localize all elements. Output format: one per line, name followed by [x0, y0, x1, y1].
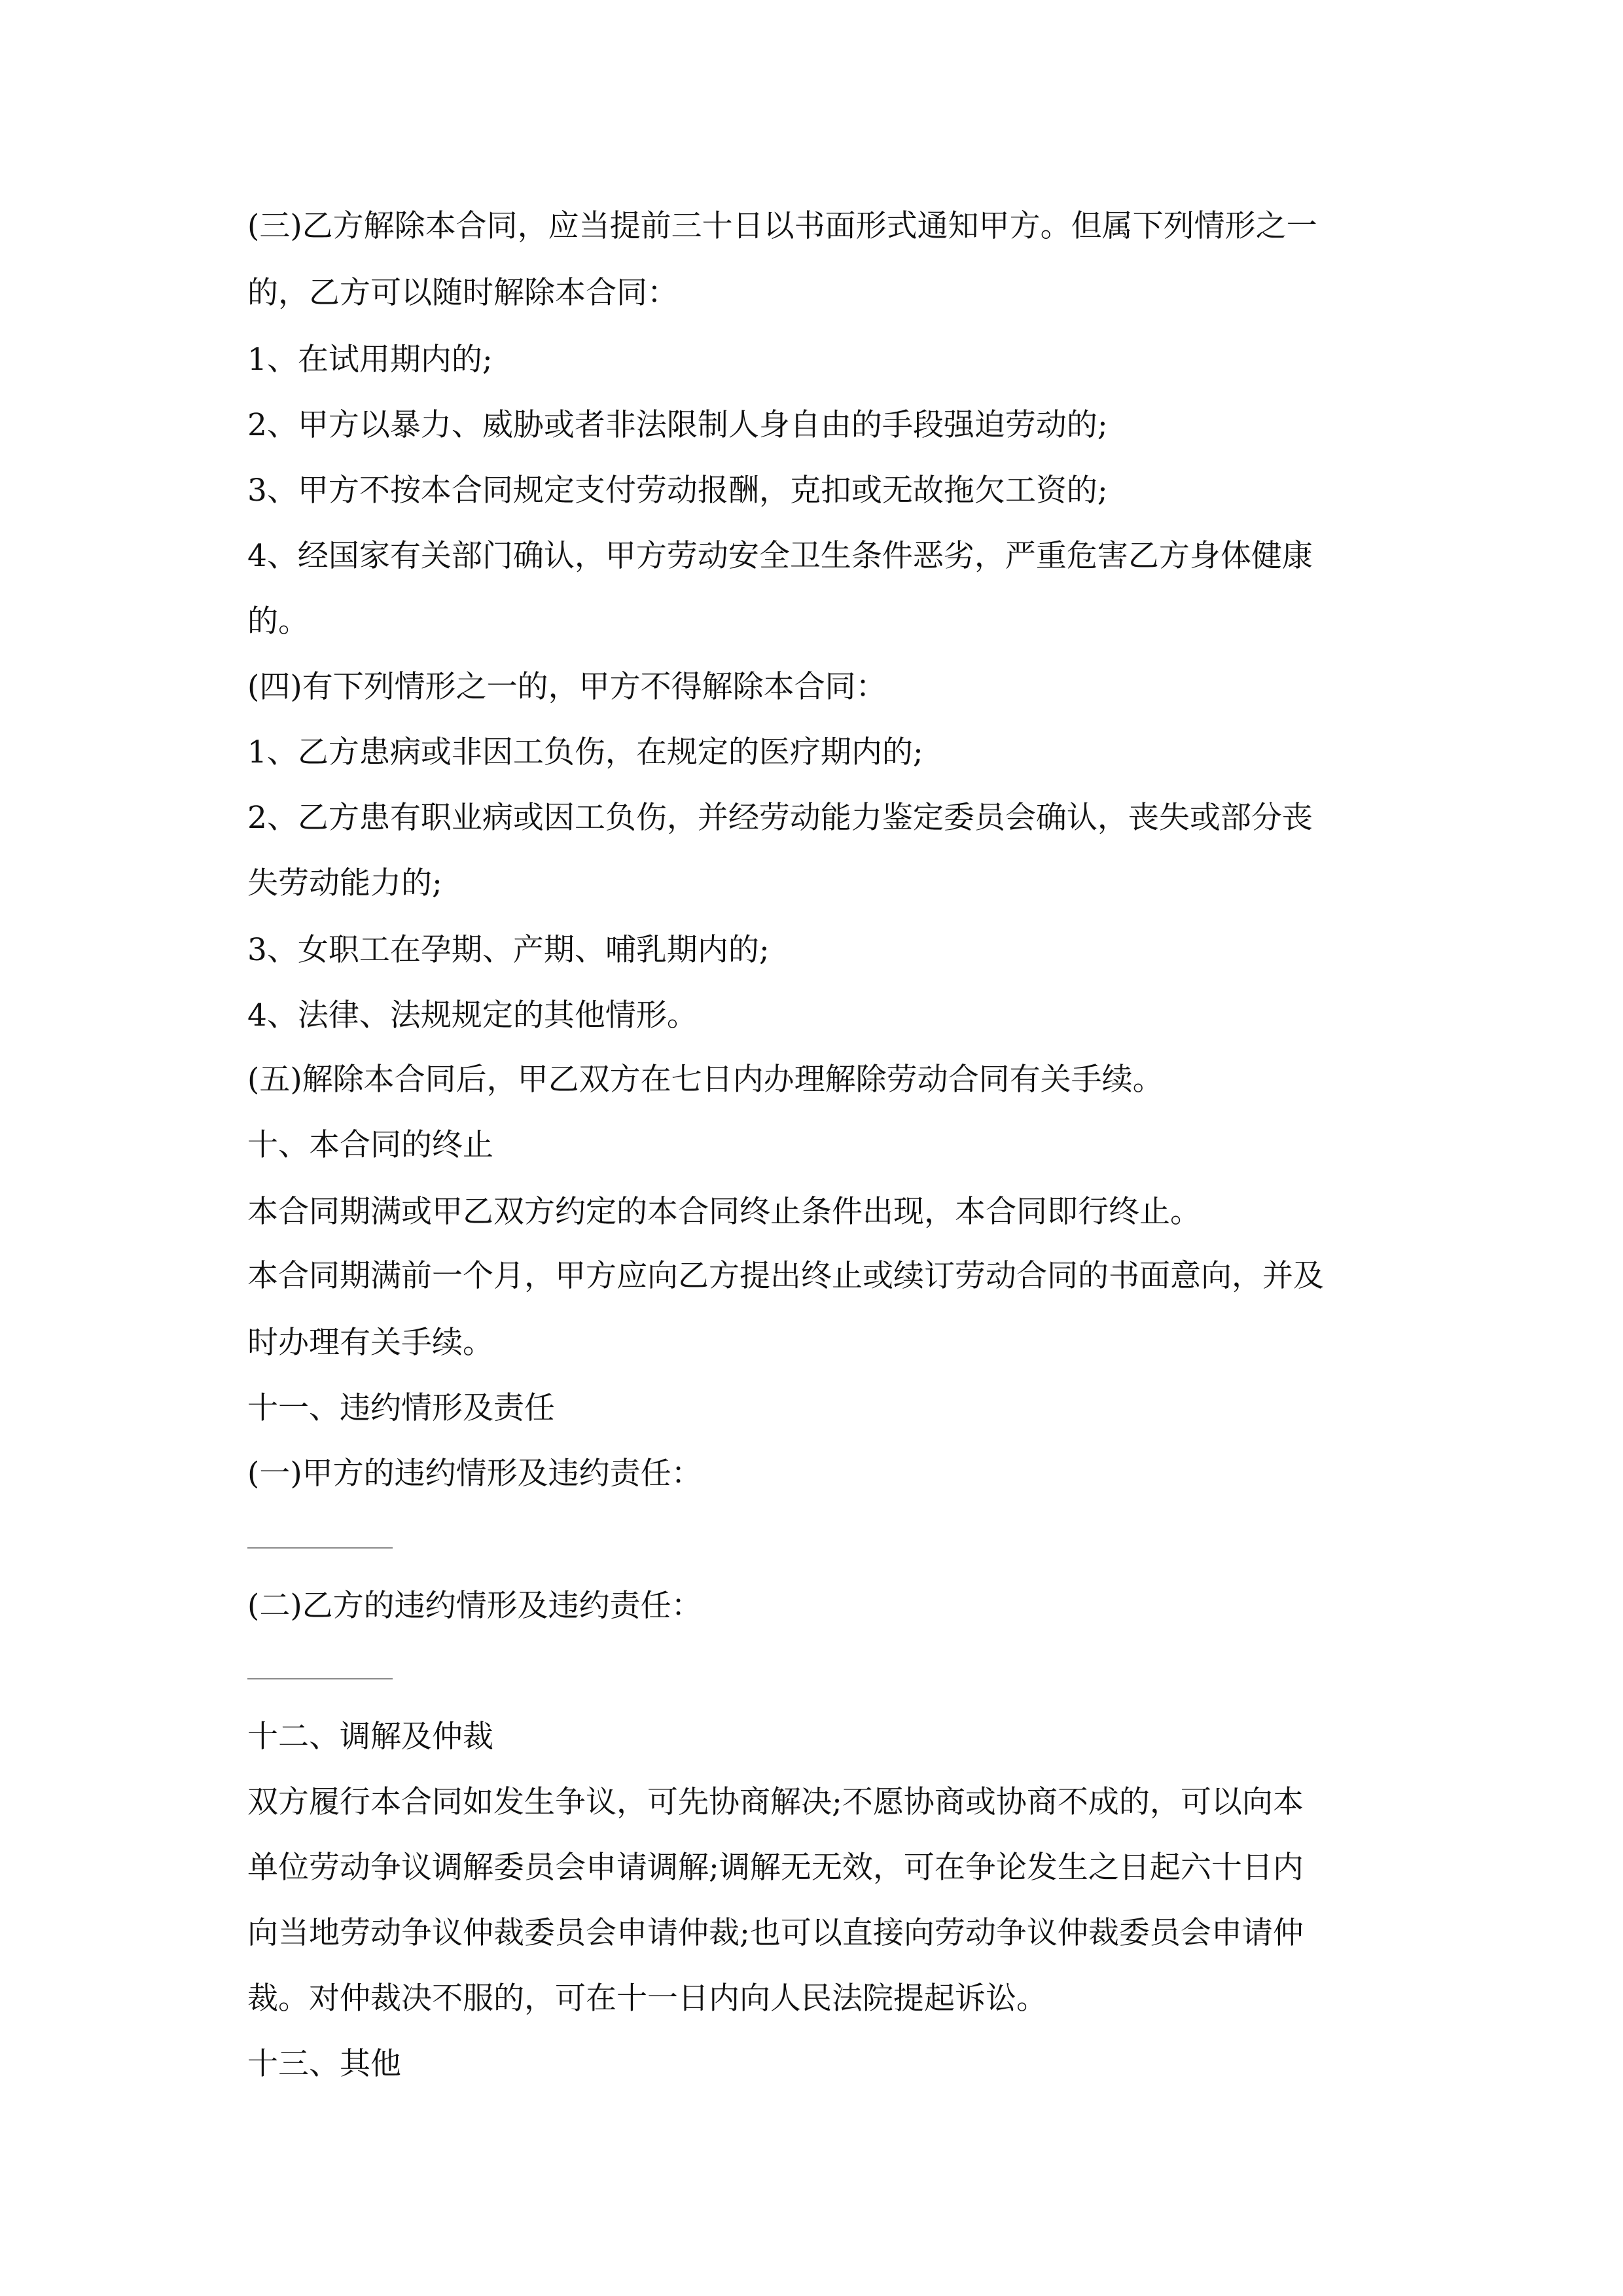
text-line: 的，乙方可以随时解除本合同： [247, 275, 678, 311]
text-line: (四)有下列情形之一的，甲方不得解除本合同： [247, 669, 887, 705]
text-line: 2、甲方以暴力、威胁或者非法限制人身自由的手段强迫劳动的; [247, 407, 1108, 443]
text-line: (五)解除本合同后，甲乙双方在七日内办理解除劳动合同有关手续。 [247, 1062, 1164, 1098]
section-heading: 十二、调解及仲裁 [247, 1719, 493, 1755]
section-heading: 十三、其他 [247, 2046, 401, 2082]
fill-in-blank-line [247, 1547, 393, 1549]
fill-in-blank-line [247, 1678, 393, 1679]
text-line: 4、法律、法规规定的其他情形。 [247, 997, 698, 1033]
section-heading: 十一、违约情形及责任 [247, 1390, 555, 1426]
section-heading: 十、本合同的终止 [247, 1127, 493, 1163]
text-line: 单位劳动争议调解委员会申请调解;调解无无效，可在争论发生之日起六十日内 [247, 1850, 1304, 1886]
text-line: (三)乙方解除本合同，应当提前三十日以书面形式通知甲方。但属下列情形之一 [247, 208, 1317, 244]
text-line: (二)乙方的违约情形及违约责任： [247, 1588, 702, 1624]
text-line: 双方履行本合同如发生争议，可先协商解决;不愿协商或协商不成的，可以向本 [247, 1784, 1304, 1820]
text-line: 1、在试用期内的; [247, 342, 493, 378]
text-line: 本合同期满前一个月，甲方应向乙方提出终止或续订劳动合同的书面意向，并及 [247, 1258, 1324, 1294]
text-line: 的。 [247, 603, 309, 639]
text-line: 向当地劳动争议仲裁委员会申请仲裁;也可以直接向劳动争议仲裁委员会申请仲 [247, 1915, 1304, 1951]
text-line: 时办理有关手续。 [247, 1325, 493, 1361]
text-line: 失劳动能力的; [247, 865, 442, 901]
text-line: (一)甲方的违约情形及违约责任： [247, 1456, 702, 1492]
text-line: 3、甲方不按本合同规定支付劳动报酬，克扣或无故拖欠工资的; [247, 473, 1108, 509]
text-line: 1、乙方患病或非因工负伤，在规定的医疗期内的; [247, 734, 923, 770]
text-line: 裁。对仲裁决不服的，可在十一日内向人民法院提起诉讼。 [247, 1981, 1047, 2017]
text-line: 本合同期满或甲乙双方约定的本合同终止条件出现，本合同即行终止。 [247, 1194, 1201, 1230]
text-line: 4、经国家有关部门确认，甲方劳动安全卫生条件恶劣，严重危害乙方身体健康 [247, 538, 1313, 574]
text-line: 2、乙方患有职业病或因工负伤，并经劳动能力鉴定委员会确认，丧失或部分丧 [247, 800, 1313, 836]
text-line: 3、女职工在孕期、产期、哺乳期内的; [247, 932, 770, 968]
